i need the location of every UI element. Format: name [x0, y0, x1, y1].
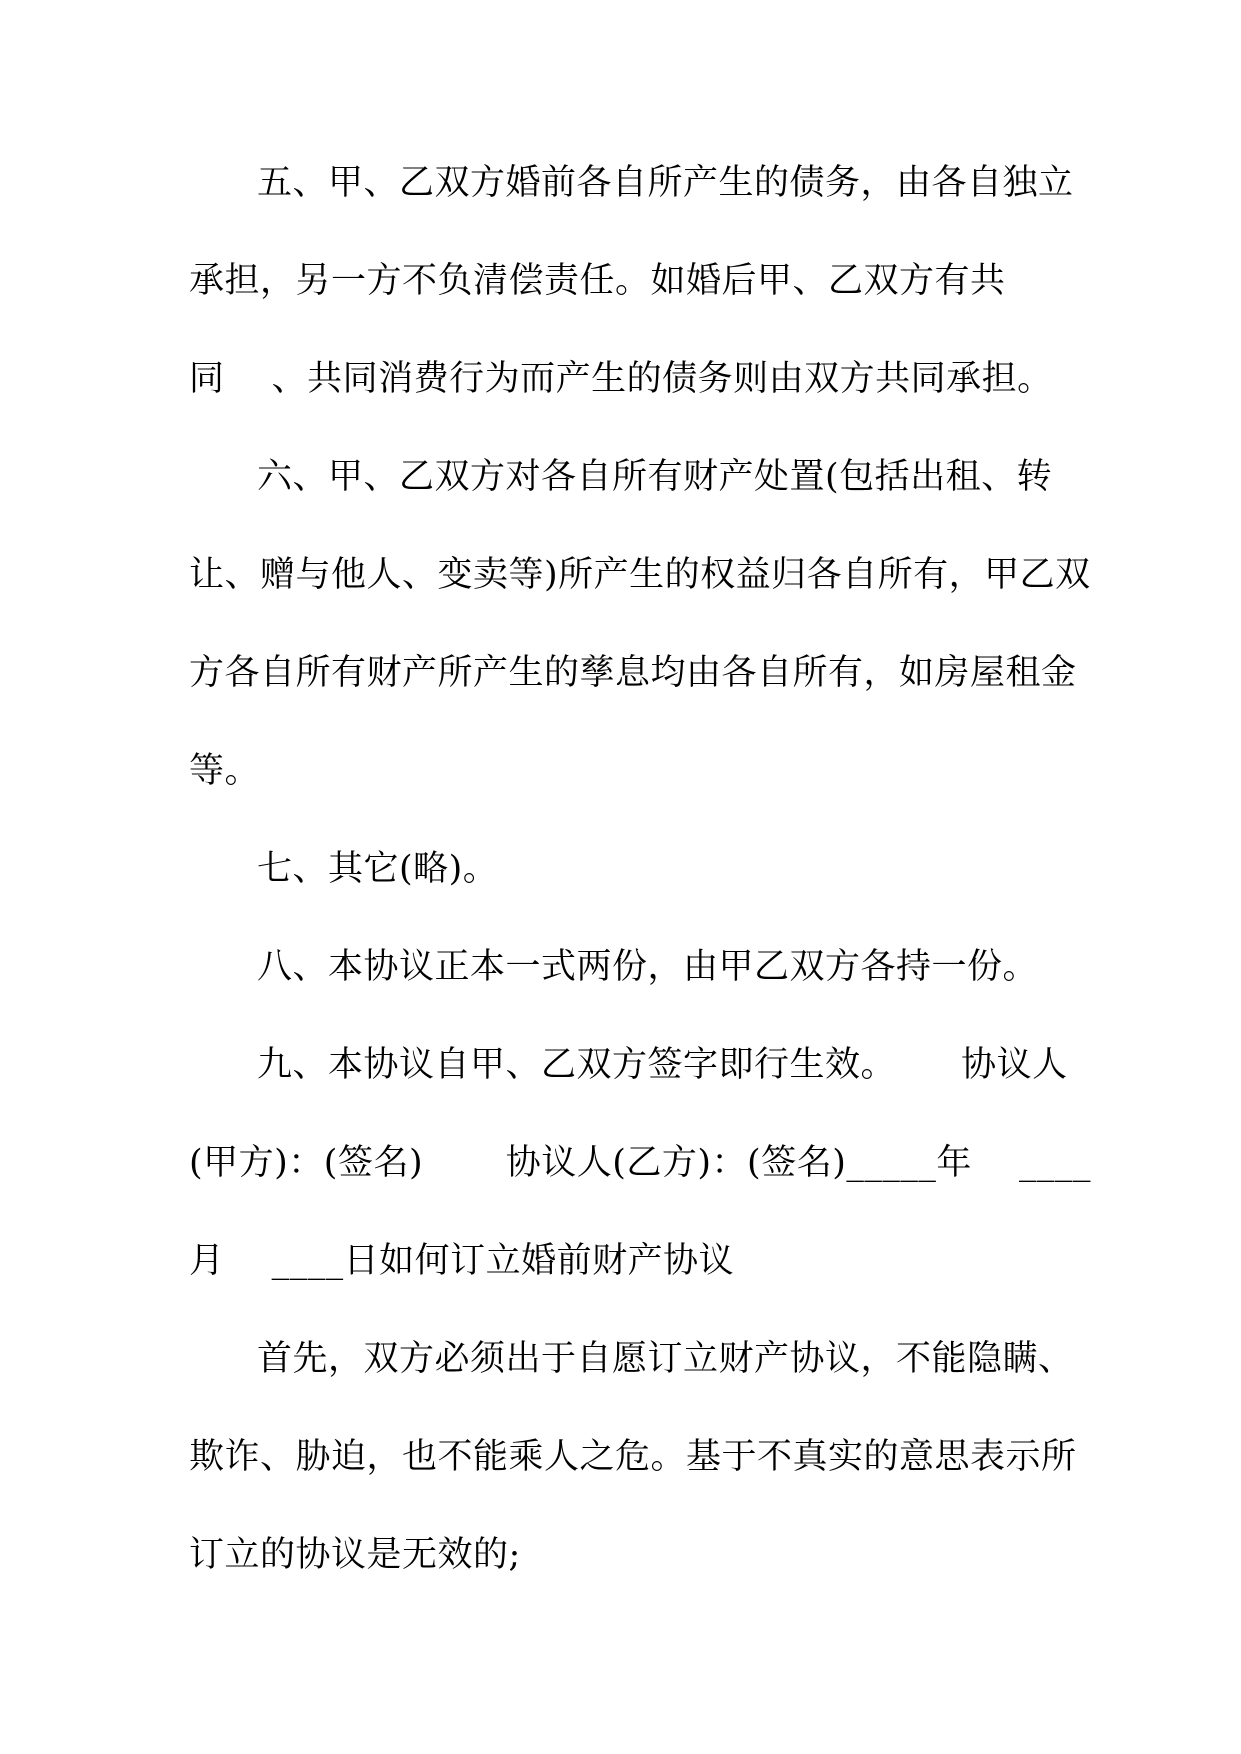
text-line: (甲方)：(签名) 协议人(乙方)：(签名)_____年 ____	[189, 1143, 1091, 1183]
text-line: 承担，另一方不负清偿责任。如婚后甲、乙双方有共	[189, 261, 1006, 301]
text-line: 七、其它(略)。	[257, 849, 499, 889]
text-line: 让、赠与他人、变卖等)所产生的权益归各自所有，甲乙双	[189, 555, 1091, 595]
text-line: 六、甲、乙双方对各自所有财产处置(包括出租、转	[257, 457, 1053, 497]
text-line: 订立的协议是无效的;	[189, 1535, 521, 1575]
text-line: 等。	[189, 751, 261, 791]
text-line: 八、本协议正本一式两份，由甲乙双方各持一份。	[257, 947, 1039, 987]
text-line: 五、甲、乙双方婚前各自所产生的债务，由各自独立	[257, 163, 1074, 203]
text-line: 同 、共同消费行为而产生的债务则由双方共同承担。	[189, 359, 1053, 399]
text-line: 首先，双方必须出于自愿订立财产协议，不能隐瞒、	[257, 1339, 1074, 1379]
text-line: 方各自所有财产所产生的孳息均由各自所有，如房屋租金	[189, 653, 1077, 693]
text-line: 欺诈、胁迫，也不能乘人之危。基于不真实的意思表示所	[189, 1437, 1077, 1477]
text-line: 月 ____日如何订立婚前财产协议	[189, 1241, 735, 1281]
text-line: 九、本协议自甲、乙双方签字即行生效。 协议人	[257, 1045, 1068, 1085]
